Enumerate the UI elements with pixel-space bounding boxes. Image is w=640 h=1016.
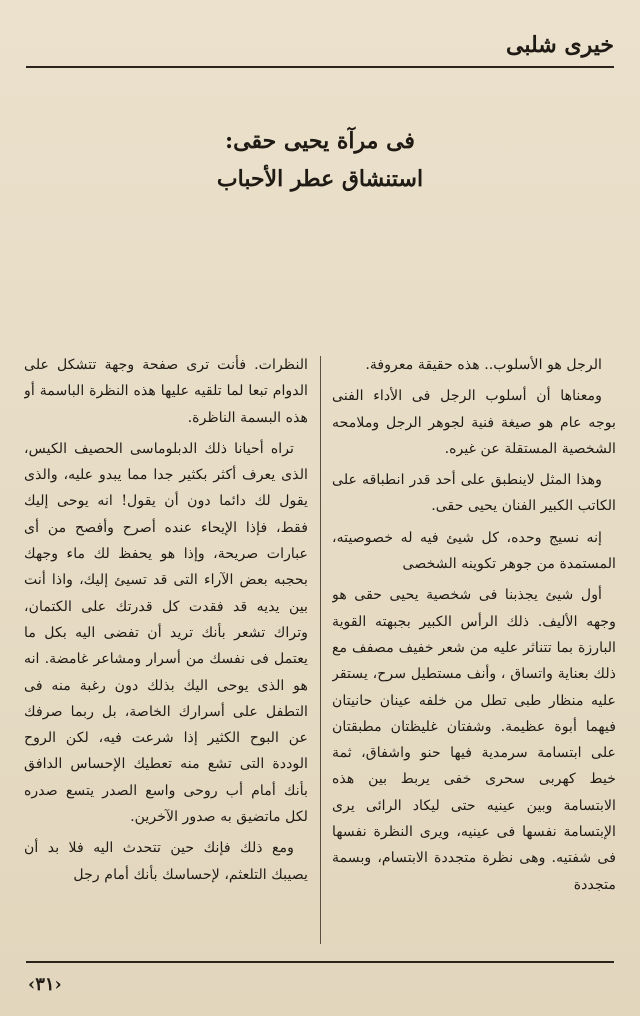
text-column-left [24,352,308,952]
page-number: ‹٣١› [28,974,62,995]
article-title [40,128,600,192]
author-name: خيرى شلبى [506,32,614,58]
paragraph: ومعناها أن أسلوب الرجل فى الأداء الفنى بوجه عام هو صيغة فنية لجوهر الرجل وملامحه الشخصية المستقلة عن غيره. [332,388,616,457]
header-rule [26,66,614,68]
text-column-right [332,352,616,952]
paragraph: وهذا المثل لاينطبق على أحد قدر انطباقه على الكاتب الكبير الفنان يحيى حقى. [332,472,616,515]
footer-rule [26,961,614,963]
paragraph: أول شيئ يجذبنا فى شخصية يحيى حقى هو وجهه الأليف. ذلك الرأس الكبير بجبهته القوية البارزة بما تتناثر عليه من شعر خفيف مصفف مع ذلك بعناية واتساق ، وأنف مستطيل سرح، يستقر عليه منظار طبى تطل من خلفه عينان حانيتان فيهما أبوة عظيمة. وشفتان غليظتان مطبقتان على ابتسامة سرمدية فيها حنو واشفاق، ثمة خيط كهربى سحرى خفى يربط بين هذه الابتسامة وبين عينيه حتى ليكاد الرائى يرى الإبتسامة نفسها فى عينيه، ويرى النظرة نفسها فى شفتيه. وهى نظرة متجددة الابتسام، وبسمة متجددة [332,587,616,893]
title-line-1: فى مرآة يحيى حقى: [225,128,415,154]
paragraph: إنه نسيج وحده، كل شيئ فيه له خصوصيته، المستمدة من جوهر تكوينه الشخصى [332,529,616,573]
paragraph: تراه أحيانا ذلك الدبلوماسى الحصيف الكيس، الذى يعرف أكثر بكثير جدا مما يبدو عليه، والذى يقول لك دائما دون أن يقول! انه يوحى إليك فقط، فإذا الإيحاء عنده أصرح وأفصح من أى عبارات صريحة، وإذا هو يحفظ لك ماء وجهك بحجبه بعض الآراء التى قد تسيئ إليك، واذا أنت بين يديه قد فقدت كل قدرتك على الكتمان، وتراك تشعر بأنك تريد أن تفضى اليه بكل ما يعتمل فى نفسك من أسرار ومشاعر غامضة. انه هو الذى يوحى اليك بذلك دون رغبة منه فى التطفل على أسرارك الخاصة، بل ربما صرفك عن البوح الكثير إذا شرعت فيه، لكن الروح الوددة التى تشع منه تعطيك الإحساس الدافق بأنك أمام أب روحى واسع الصدر يتسع صدره لكل ماتضيق به صدور الآخرين. [24,440,308,826]
paragraph: النظرات. فأنت ترى صفحة وجهة تتشكل على الدوام تبعا لما تلقيه عليها هذه النظرة الباسمة أو هذه البسمة الناظرة. [24,357,308,426]
paragraph: ومع ذلك فإنك حين تتحدث اليه فلا بد أن يصيبك التلعثم، لإحساسك بأنك أمام رجل [24,840,308,883]
column-divider [320,356,321,944]
title-line-2: استنشاق عطر الأحباب [216,166,424,192]
paragraph: الرجل هو الأسلوب.. هذه حقيقة معروفة. [365,357,602,373]
